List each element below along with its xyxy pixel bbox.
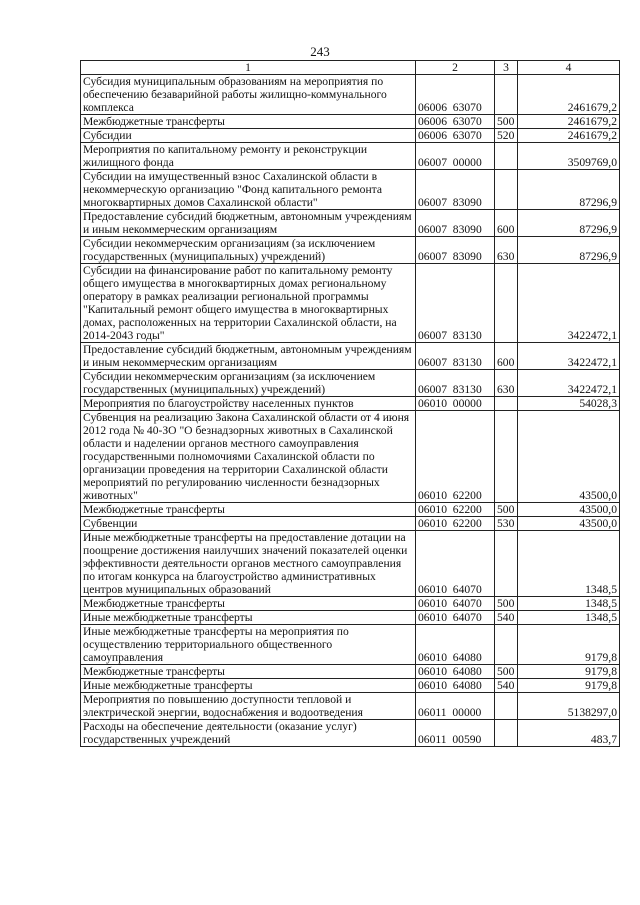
row-amount-cell: 2461679,2 bbox=[518, 129, 620, 143]
row-amount-cell: 87296,9 bbox=[518, 170, 620, 210]
row-amount-cell: 87296,9 bbox=[518, 237, 620, 264]
row-type-cell: 540 bbox=[495, 611, 518, 625]
row-name-cell: Предоставление субсидий бюджетным, автономным учреждениям и иным некоммерческим организациям bbox=[81, 343, 416, 370]
row-amount-cell: 3422472,1 bbox=[518, 264, 620, 343]
row-type-cell: 500 bbox=[495, 503, 518, 517]
row-amount-cell: 2461679,2 bbox=[518, 115, 620, 129]
row-amount-cell: 1348,5 bbox=[518, 597, 620, 611]
row-name-cell: Субвенции bbox=[81, 517, 416, 531]
header-col-2: 2 bbox=[416, 61, 495, 75]
table-row bbox=[81, 170, 620, 210]
row-name-cell: Расходы на обеспечение деятельности (оказание услуг) государственных учреждений bbox=[81, 720, 416, 747]
header-col-3: 3 bbox=[495, 61, 518, 75]
row-code-cell: 06007 00000 bbox=[416, 143, 495, 170]
row-type-cell bbox=[495, 264, 518, 343]
table-row bbox=[81, 129, 620, 143]
row-type-cell: 600 bbox=[495, 210, 518, 237]
row-name-cell: Субсидии на финансирование работ по капитальному ремонту общего имущества в многоквартирных домах региональному оператору в рамках реализации региональной программы "Капитальный ремонт общего имущества в многоквартирных домах, расположенных на территории Сахалинской области, на 2014-2043 годы" bbox=[81, 264, 416, 343]
row-type-cell: 500 bbox=[495, 665, 518, 679]
row-amount-cell: 483,7 bbox=[518, 720, 620, 747]
row-amount-cell: 87296,9 bbox=[518, 210, 620, 237]
row-code-cell: 06011 00590 bbox=[416, 720, 495, 747]
row-code-cell: 06010 64080 bbox=[416, 679, 495, 693]
table-row bbox=[81, 237, 620, 264]
row-name-cell: Мероприятия по благоустройству населенных пунктов bbox=[81, 397, 416, 411]
row-name-cell: Иные межбюджетные трансферты bbox=[81, 679, 416, 693]
row-name-cell: Иные межбюджетные трансферты bbox=[81, 611, 416, 625]
table-row bbox=[81, 115, 620, 129]
row-name-cell: Субсидии на имущественный взнос Сахалинской области в некоммерческую организацию "Фонд капитального ремонта многоквартирных домов Сахалинской области" bbox=[81, 170, 416, 210]
row-amount-cell: 3509769,0 bbox=[518, 143, 620, 170]
row-name-cell: Субсидии bbox=[81, 129, 416, 143]
row-code-cell: 06007 83130 bbox=[416, 370, 495, 397]
table-row bbox=[81, 503, 620, 517]
row-name-cell: Субсидии некоммерческим организациям (за исключением государственных (муниципальных) учреждений) bbox=[81, 237, 416, 264]
row-type-cell: 520 bbox=[495, 129, 518, 143]
row-type-cell: 630 bbox=[495, 370, 518, 397]
page-number: 243 bbox=[310, 44, 330, 59]
row-code-cell: 06007 83130 bbox=[416, 264, 495, 343]
row-type-cell bbox=[495, 411, 518, 503]
row-amount-cell: 9179,8 bbox=[518, 679, 620, 693]
row-type-cell bbox=[495, 170, 518, 210]
table-row bbox=[81, 397, 620, 411]
row-name-cell: Субсидия муниципальным образованиям на мероприятия по обеспечению безаварийной работы жилищно-коммунального комплекса bbox=[81, 75, 416, 115]
row-type-cell: 530 bbox=[495, 517, 518, 531]
row-name-cell: Субсидии некоммерческим организациям (за исключением государственных (муниципальных) учреждений) bbox=[81, 370, 416, 397]
table-row bbox=[81, 411, 620, 503]
row-code-cell: 06007 83090 bbox=[416, 237, 495, 264]
row-type-cell: 500 bbox=[495, 115, 518, 129]
row-amount-cell: 3422472,1 bbox=[518, 370, 620, 397]
budget-table bbox=[80, 60, 620, 747]
table-row bbox=[81, 517, 620, 531]
table-row bbox=[81, 210, 620, 237]
table-row bbox=[81, 370, 620, 397]
row-code-cell: 06010 64070 bbox=[416, 597, 495, 611]
row-name-cell: Межбюджетные трансферты bbox=[81, 597, 416, 611]
row-code-cell: 06010 64070 bbox=[416, 611, 495, 625]
row-name-cell: Субвенция на реализацию Закона Сахалинской области от 4 июня 2012 года № 40-ЗО "О безнадзорных животных в Сахалинской области и наделении органов местного самоуправления государственными полномочиями Сахалинской области по организации проведения на территории Сахалинской области мероприятий по регулированию численности безнадзорных животных" bbox=[81, 411, 416, 503]
row-type-cell bbox=[495, 143, 518, 170]
row-type-cell bbox=[495, 625, 518, 665]
row-amount-cell: 9179,8 bbox=[518, 665, 620, 679]
row-code-cell: 06006 63070 bbox=[416, 75, 495, 115]
row-amount-cell: 5138297,0 bbox=[518, 693, 620, 720]
table-header-row bbox=[81, 61, 620, 75]
row-type-cell: 500 bbox=[495, 597, 518, 611]
row-name-cell: Иные межбюджетные трансферты на мероприятия по осуществлению территориального общественного самоуправления bbox=[81, 625, 416, 665]
row-code-cell: 06010 64080 bbox=[416, 665, 495, 679]
table-row bbox=[81, 264, 620, 343]
row-type-cell: 630 bbox=[495, 237, 518, 264]
table-row bbox=[81, 531, 620, 597]
header-col-4: 4 bbox=[518, 61, 620, 75]
row-amount-cell: 1348,5 bbox=[518, 531, 620, 597]
row-type-cell bbox=[495, 531, 518, 597]
row-code-cell: 06010 62200 bbox=[416, 503, 495, 517]
row-amount-cell: 43500,0 bbox=[518, 503, 620, 517]
header-col-1: 1 bbox=[81, 61, 416, 75]
table-row bbox=[81, 343, 620, 370]
row-amount-cell: 2461679,2 bbox=[518, 75, 620, 115]
row-name-cell: Мероприятия по капитальному ремонту и реконструкции жилищного фонда bbox=[81, 143, 416, 170]
row-type-cell: 600 bbox=[495, 343, 518, 370]
row-amount-cell: 1348,5 bbox=[518, 611, 620, 625]
table-row bbox=[81, 597, 620, 611]
row-code-cell: 06007 83130 bbox=[416, 343, 495, 370]
row-amount-cell: 3422472,1 bbox=[518, 343, 620, 370]
row-name-cell: Межбюджетные трансферты bbox=[81, 503, 416, 517]
row-code-cell: 06010 64070 bbox=[416, 531, 495, 597]
row-code-cell: 06010 62200 bbox=[416, 411, 495, 503]
table-row bbox=[81, 625, 620, 665]
row-name-cell: Иные межбюджетные трансферты на предоставление дотации на поощрение достижения наилучших значений показателей оценки эффективности деятельности органов местного самоуправления по итогам конкурса на благоустройство административных центров муниципальных образований bbox=[81, 531, 416, 597]
row-type-cell: 540 bbox=[495, 679, 518, 693]
row-amount-cell: 54028,3 bbox=[518, 397, 620, 411]
row-code-cell: 06007 83090 bbox=[416, 210, 495, 237]
table-row bbox=[81, 143, 620, 170]
table-row bbox=[81, 679, 620, 693]
row-name-cell: Предоставление субсидий бюджетным, автономным учреждениям и иным некоммерческим организациям bbox=[81, 210, 416, 237]
row-name-cell: Межбюджетные трансферты bbox=[81, 665, 416, 679]
row-code-cell: 06010 00000 bbox=[416, 397, 495, 411]
row-code-cell: 06006 63070 bbox=[416, 115, 495, 129]
table-row bbox=[81, 611, 620, 625]
row-code-cell: 06010 64080 bbox=[416, 625, 495, 665]
row-type-cell bbox=[495, 720, 518, 747]
row-type-cell bbox=[495, 693, 518, 720]
row-type-cell bbox=[495, 397, 518, 411]
row-type-cell bbox=[495, 75, 518, 115]
table-row bbox=[81, 75, 620, 115]
table-row bbox=[81, 720, 620, 747]
row-name-cell: Межбюджетные трансферты bbox=[81, 115, 416, 129]
table-row bbox=[81, 665, 620, 679]
row-code-cell: 06011 00000 bbox=[416, 693, 495, 720]
table-row bbox=[81, 693, 620, 720]
row-name-cell: Мероприятия по повышению доступности тепловой и электрической энергии, водоснабжения и водоотведения bbox=[81, 693, 416, 720]
row-amount-cell: 43500,0 bbox=[518, 411, 620, 503]
row-amount-cell: 9179,8 bbox=[518, 625, 620, 665]
row-code-cell: 06010 62200 bbox=[416, 517, 495, 531]
row-amount-cell: 43500,0 bbox=[518, 517, 620, 531]
row-code-cell: 06007 83090 bbox=[416, 170, 495, 210]
row-code-cell: 06006 63070 bbox=[416, 129, 495, 143]
